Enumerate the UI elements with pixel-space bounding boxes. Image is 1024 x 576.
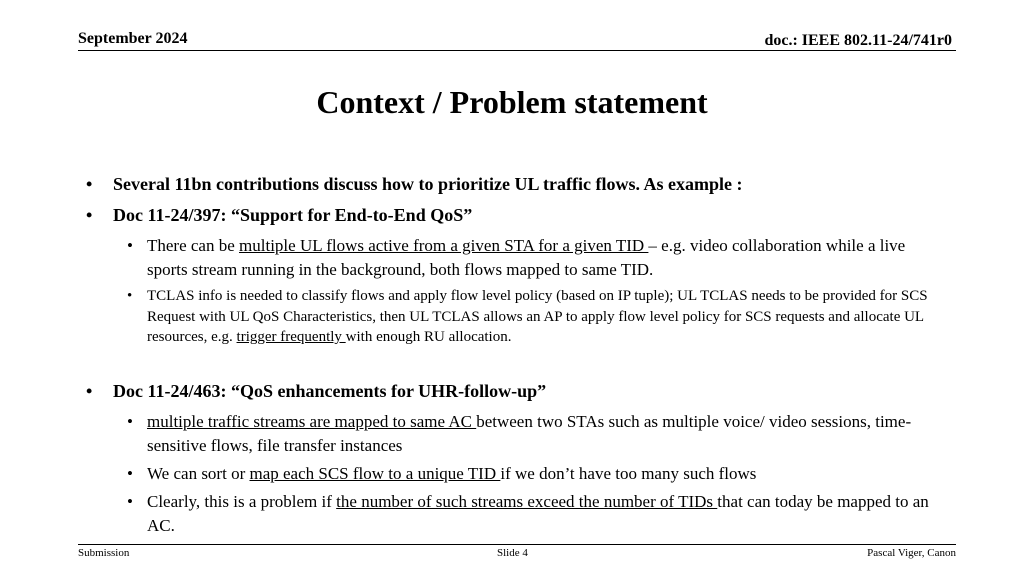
sub-bullet-multiple-streams — [127, 410, 937, 458]
bullet-marker: • — [127, 412, 133, 431]
bullet-text: Doc 11-24/463: “QoS enhancements for UHR-follow-up” — [113, 381, 547, 401]
sub-bullet-sort-map — [127, 462, 937, 486]
header-doc-id: doc.: IEEE 802.11-24/741r0 — [764, 32, 952, 49]
bullet-text: Several 11bn contributions discuss how to prioritize UL traffic flows. As example : — [113, 174, 743, 194]
sub-bullet-text-part: between two STAs such as multiple voice/ video sessions, time-sensitive flows, file transfer instances — [147, 412, 912, 455]
bullet-doc-463 — [86, 381, 953, 402]
bullet-marker: • — [127, 236, 133, 255]
bullet-doc-397 — [86, 205, 953, 226]
footer-submission: Submission — [78, 547, 130, 559]
sub-bullet-underlined: trigger frequently — [236, 329, 346, 345]
sub-bullet-text-part: There can be — [147, 236, 240, 255]
sub-bullet-underlined: multiple traffic streams are mapped to same AC — [147, 412, 477, 431]
sub-bullet-underlined: map each SCS flow to a unique TID — [249, 464, 501, 483]
footer-divider — [78, 544, 956, 545]
sub-bullet-text-part: that can today be mapped to an AC. — [147, 492, 929, 535]
sub-bullet-text-part: We can sort or — [147, 464, 250, 483]
sub-bullet-underlined: the number of such streams exceed the number of TIDs — [336, 492, 718, 511]
bullet-marker: • — [127, 492, 133, 511]
bullet-text: Doc 11-24/397: “Support for End-to-End QoS” — [113, 205, 473, 225]
header-date: September 2024 — [78, 30, 188, 47]
slide-title: Context / Problem statement — [316, 84, 708, 120]
sub-bullet-text-part: TCLAS info is needed to classify flows and apply flow level policy (based on IP tuple); UL TCLAS needs to be provided for SCS Request with UL QoS Characteristics, then UL TCLAS allows an AP to apply flow level policy for SCS requests and allocate UL resources, e.g. — [147, 288, 928, 345]
footer-slide-number: Slide 4 — [497, 547, 528, 559]
sub-bullet-problem — [127, 490, 937, 538]
footer-author: Pascal Viger, Canon — [867, 547, 956, 559]
sub-bullet-underlined: multiple UL flows active from a given STA for a given TID — [239, 236, 649, 255]
bullet-marker: • — [86, 381, 93, 401]
sub-bullet-text-part: Clearly, this is a problem if — [147, 492, 337, 511]
bullet-marker: • — [127, 464, 133, 483]
sub-bullet-text-part: with enough RU allocation. — [345, 329, 512, 345]
bullet-marker: • — [86, 205, 93, 225]
bullet-marker: • — [86, 174, 93, 194]
sub-bullet-multiple-ul-flows — [127, 234, 937, 282]
bullet-contributions — [86, 174, 953, 195]
sub-bullet-text-part: – e.g. video collaboration while a live sports stream running in the background, both flows mapped to same TID. — [147, 236, 906, 279]
sub-bullet-text-part: if we don’t have too many such flows — [500, 464, 757, 483]
sub-bullet-tclas-info — [127, 286, 947, 348]
bullet-marker: • — [127, 288, 133, 304]
